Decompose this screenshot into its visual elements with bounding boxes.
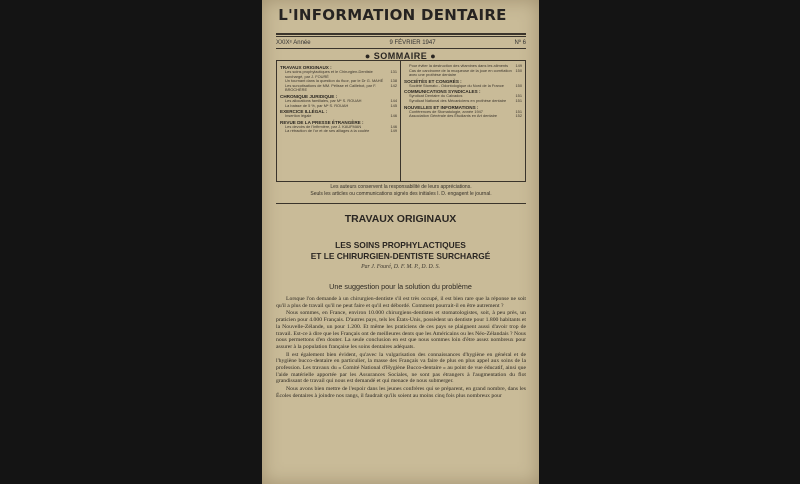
sommaire-entry-text: Insertion légale <box>285 113 312 119</box>
sommaire-right-column <box>401 61 525 181</box>
sommaire-entry-page: 149 <box>390 128 397 134</box>
sommaire-entry-page: 145 <box>390 102 397 108</box>
article-body <box>276 296 526 401</box>
sommaire-entry-page: 146 <box>390 113 397 119</box>
sommaire-entry <box>404 69 522 78</box>
sommaire-entry-page: 146 <box>390 123 397 129</box>
sommaire-section-heading: TRAVAUX ORIGINAUX : <box>280 65 332 70</box>
masthead-rule <box>276 33 526 35</box>
sommaire-entry-page: 151 <box>515 97 522 103</box>
article-paragraph: Nous sommes, en France, environ 10.000 chirurgiens-dentistes et stomatologistes, soit, à peu près, un praticien pour 4.000 Français. D'autres pays, tels les États-Unis, possèdent un dentiste pour 1.800 habitants et la Nouvelle-Zélande, un pour 1.200. Et même les praticiens de ces pays se plaignent aussi d'avoir trop de travail. Est-ce à dire que les Français ont de meilleures dents que les Américains ou les Néo-Zélandais ? Nous nous permettons d'en douter. La seule conclusion en est que nous sommes loin d'être assez nombreux pour assurer à la population française les soins dentaires adéquats. <box>276 310 526 350</box>
sommaire-box <box>276 60 526 182</box>
sommaire-entry-page: 150 <box>515 67 522 73</box>
sommaire-entry-page: 138 <box>390 78 397 84</box>
sommaire-section-heading: COMMUNICATIONS SYNDICALES : <box>404 89 481 95</box>
sommaire-entry-text: Les allocations familiales, par Mᵉ S. ROUAH <box>285 97 362 103</box>
article-title-line-2: ET LE CHIRURGIEN-DENTISTE SURCHARGÉ <box>310 251 491 261</box>
article-paragraph: Lorsque l'on demande à un chirurgien-dentiste s'il est très occupé, il est bien rare que la réponse ne soit qu'il a plus de travail qu'il ne peut faire et qu'il est débordé. Comment pourrait-il en être autrement ? <box>276 296 526 309</box>
sommaire-entry-text: La rétraction de l'or et de ses alliages à la coulée <box>285 128 370 134</box>
sommaire-left-column <box>277 61 401 181</box>
masthead-rule-thin <box>276 36 526 37</box>
sommaire-entry-page: 151 <box>515 108 522 114</box>
sommaire-entry <box>404 84 522 89</box>
sommaire-title: ● SOMMAIRE ● <box>364 51 437 61</box>
sommaire-entry-page: 152 <box>515 113 522 119</box>
sommaire-entry-text: Syndicat Dentaire du Calvados <box>409 93 463 99</box>
issue-number: Nº 6 <box>514 40 526 46</box>
sommaire-entry-text: Pour éviter la destruction des vitamines dans les aliments <box>409 63 509 68</box>
article-subtitle: Une suggestion pour la solution du problème <box>329 282 472 291</box>
section-rule <box>276 203 526 204</box>
sommaire-entry <box>280 114 397 119</box>
issue-line <box>276 40 526 46</box>
sommaire-entry-page: 150 <box>515 82 522 88</box>
sommaire-entry-text: Conférences de Stomatologie, année 1947 <box>409 108 483 114</box>
journal-page <box>262 0 539 484</box>
sommaire-entry-text: Les devoirs de l'Infirmière, par J. KAUFMAN <box>285 123 362 129</box>
sommaire-entry-page: 144 <box>390 97 397 103</box>
sommaire-entry-text: Cas de carcinome de la muqueuse de la joue en corrélation avec une prothèse dentaire <box>409 67 512 78</box>
sommaire-entry-text: Association Générale des Étudiants en Art dentaire <box>409 113 498 119</box>
sommaire-entry-page: 149 <box>515 63 522 68</box>
issue-date: 9 FÉVRIER 1947 <box>389 40 436 46</box>
article-byline: Par J. Fouré, D. F. M. P., D. D. S. <box>361 264 440 270</box>
sommaire-section-heading: CHRONIQUE JURIDIQUE : <box>280 93 338 99</box>
sommaire-entry-page: 151 <box>515 93 522 99</box>
sommaire-section-heading: REVUE DE LA PRESSE ÉTRANGÈRE : <box>280 119 364 125</box>
sommaire-entry-page: 131 <box>390 69 397 74</box>
article-paragraph: Nous avons bien mettre de l'espoir dans les jeunes confrères qui se préparent, en grand nombre, dans les Écoles dentaires à joindre nos rangs, il faudrait qu'ils soient au moins cinq fois plus nombreux pour <box>276 386 526 399</box>
article-title-line-1: LES SOINS PROPHYLACTIQUES <box>335 240 466 250</box>
sommaire-entry <box>280 84 397 93</box>
sommaire-entry <box>280 129 397 134</box>
sommaire-section-heading: SOCIÉTÉS ET CONGRÈS : <box>404 78 462 84</box>
article-paragraph: Il est également bien évident, qu'avec la vulgarisation des connaissances d'hygiène en général et de l'hygiène bucco-dentaire en particulier, la masse des Français va faire de plus en plus appel aux soins de la profession. Les travaux du « Comité National d'Hygiène Bucco-dentaire » au point de vue éducatif, ainsi que l'aide matérielle apportée par les Assurances Sociales, ne sont pas étrangers à l'augmentation du flot grandissant de travail qui nous est demandé et qui menace de nous submerger. <box>276 351 526 385</box>
issue-year: XXIXᵉ Année <box>276 40 311 46</box>
section-heading: TRAVAUX ORIGINAUX <box>344 213 457 225</box>
sommaire-entry-text: Syndicat National des Mécaniciens en prothèse dentaire <box>409 97 507 103</box>
sommaire-entry-text: Les soins prophylactiques et le Chirurgien-Dentiste surchargé, par J. FOURÉ <box>285 69 373 79</box>
sommaire-entry <box>404 114 522 119</box>
article-title <box>262 240 539 262</box>
sommaire-entry-text: Société Stomato - Odontologique du Nord de la France <box>409 82 504 88</box>
sommaire-entry-page: 142 <box>390 82 397 88</box>
rights-line-2: Seuls les articles ou communications signés des initiales I. D. engagent le journal. <box>310 191 492 197</box>
rights-notice <box>276 184 526 198</box>
issue-rule <box>276 48 526 49</box>
sommaire-entry <box>280 104 397 109</box>
sommaire-entry <box>404 99 522 104</box>
masthead-title: L'INFORMATION DENTAIRE <box>278 6 507 24</box>
sommaire-section-heading: EXERCICE ILLÉGAL : <box>280 109 328 115</box>
sommaire-entry-text: La baisse de 5 %, par Mᵉ S. ROUAH <box>285 102 349 108</box>
sommaire-section-heading: NOUVELLES ET INFORMATIONS : <box>404 104 479 110</box>
rights-line-1: Les auteurs conservent la responsabilité de leurs appréciations. <box>330 184 472 190</box>
sommaire-entry-text: Un tournant dans la question du fluor, par le Dr G. MAHÉ <box>285 78 384 84</box>
sommaire-entry-text: Les surcotisations de MM. Pélisse et Caillebot, par F. BROCHÈRE <box>285 82 377 93</box>
